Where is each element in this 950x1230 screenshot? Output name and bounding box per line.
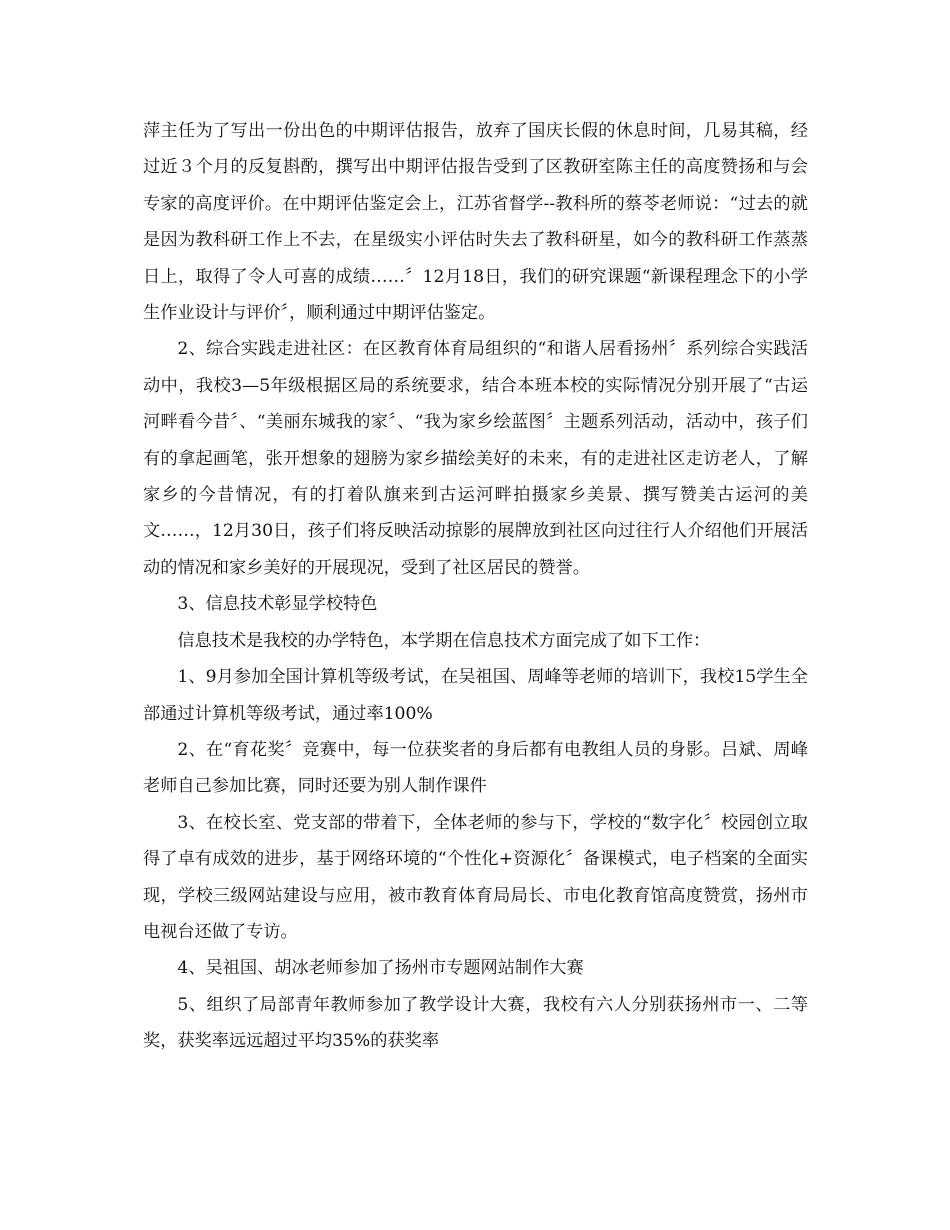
- paragraph-midterm-report: 萍主任为了写出一份出色的中期评估报告，放弃了国庆长假的休息时间，几易其稿，经过近３个月的反复斟酌，撰写出中期评估报告受到了区教研室陈主任的高度赞扬和与会专家的高度评价。在中期评估鉴定会上，江苏省督学--教科所的蔡苓老师说：“过去的就是因为教科研工作上不去，在星级实小评估时失去了教科研星，如今的教科研工作蒸蒸日上，取得了令人可喜的成绩……〞12月18日，我们的研究课题“新课程理念下的小学生作业设计与评价〞，顺利通过中期评估鉴定。: [143, 121, 808, 324]
- list-item-it-2: 2、在“育花奖〞竞赛中，每一位获奖者的身后都有电教组人员的身影。吕斌、周峰老师自己参加比赛，同时还要为别人制作课件: [143, 739, 808, 797]
- document-body: [143, 113, 808, 1060]
- section-heading-it: 3、信息技术彰显学校特色: [177, 594, 378, 615]
- list-item-it-4: 4、吴祖国、胡冰老师参加了扬州市专题网站制作大赛: [177, 958, 584, 979]
- paragraph-it-intro: 信息技术是我校的办学特色，本学期在信息技术方面完成了如下工作：: [177, 630, 711, 651]
- paragraph-community-practice: 2、综合实践走进社区：在区教育体育局组织的“和谐人居看扬州〞系列综合实践活动中，我校3—5年级根据区局的系统要求，结合本班本校的实际情况分别开展了“古运河畔看今昔〞、“美丽东城我的家〞、“我为家乡绘蓝图〞主题系列活动，活动中，孩子们有的拿起画笔，张开想象的翅膀为家乡描绘美好的未来，有的走进社区走访老人，了解家乡的今昔情况，有的打着队旗来到古运河畔拍摄家乡美景、撰写赞美古运河的美文……，12月30日，孩子们将反映活动掠影的展牌放到社区向过往行人介绍他们开展活动的情况和家乡美好的开展现况，受到了社区居民的赞誉。: [143, 339, 808, 578]
- list-item-it-1: 1、9月参加全国计算机等级考试，在吴祖国、周峰等老师的培训下，我校15学生全部通过计算机等级考试，通过率100%: [143, 667, 808, 724]
- list-item-it-3: 3、在校长室、党支部的带着下，全体老师的参与下，学校的“数字化〞校园创立取得了卓有成效的进步，基于网络环境的“个性化+资源化〞备课模式，电子档案的全面实现，学校三级网站建设与应用，被市教育体育局局长、市电化教育馆高度赞赏，扬州市电视台还做了专访。: [143, 812, 808, 942]
- list-item-it-5: 5、组织了局部青年教师参加了教学设计大赛，我校有六人分别获扬州市一、二等奖，获奖率远远超过平均35%的获奖率: [143, 994, 808, 1052]
